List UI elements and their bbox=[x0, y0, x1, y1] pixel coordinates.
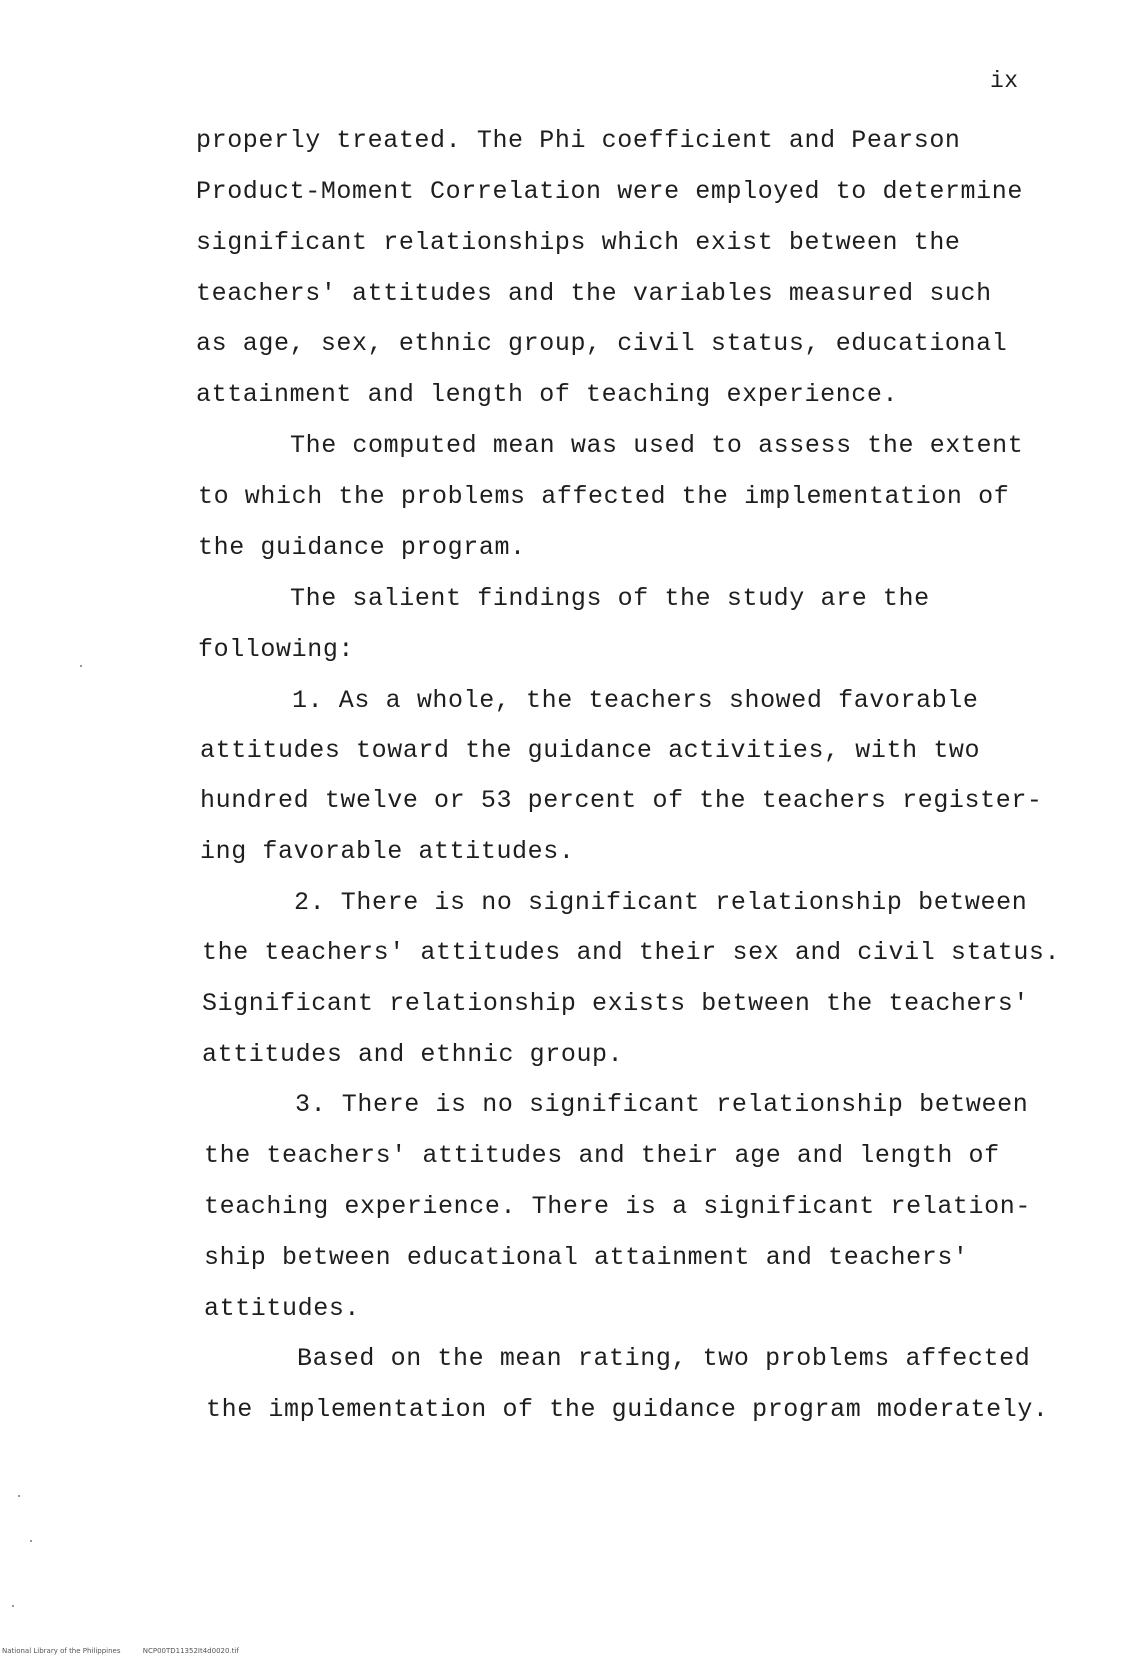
text-line: properly treated. The Phi coefficient and Pearson bbox=[196, 126, 961, 155]
text-line: ship between educational attainment and teachers' bbox=[204, 1243, 969, 1272]
text-line: following: bbox=[198, 635, 355, 664]
text-line: the guidance program. bbox=[198, 533, 526, 562]
page-number: ix bbox=[990, 68, 1019, 94]
text-line: Product-Moment Correlation were employed to determine bbox=[196, 177, 1023, 206]
text-line: attitudes and ethnic group. bbox=[202, 1040, 624, 1069]
text-line: 2. There is no significant relationship between bbox=[294, 888, 1028, 917]
text-line: to which the problems affected the implementation of bbox=[198, 482, 1010, 511]
text-line: ing favorable attitudes. bbox=[200, 837, 575, 866]
text-line: attitudes. bbox=[204, 1294, 361, 1323]
text-line: the teachers' attitudes and their age and length of bbox=[204, 1141, 1000, 1170]
scan-speck bbox=[12, 1605, 14, 1607]
text-line: The salient findings of the study are the bbox=[290, 584, 930, 613]
text-line: significant relationships which exist between the bbox=[196, 228, 961, 257]
text-line: the implementation of the guidance program moderately. bbox=[206, 1395, 1049, 1424]
text-line: the teachers' attitudes and their sex and civil status. bbox=[202, 938, 1061, 967]
text-line: Significant relationship exists between the teachers' bbox=[202, 989, 1029, 1018]
scan-speck bbox=[30, 1540, 32, 1542]
footer-file-id: NCP00TD11352It4d0020.tif bbox=[142, 1647, 239, 1655]
text-line: attainment and length of teaching experience. bbox=[196, 380, 899, 409]
text-line: 3. There is no significant relationship between bbox=[295, 1090, 1029, 1119]
text-line: teaching experience. There is a significant relation- bbox=[204, 1192, 1031, 1221]
text-line: hundred twelve or 53 percent of the teachers register- bbox=[200, 786, 1043, 815]
footer-source: National Library of the Philippines bbox=[2, 1647, 121, 1655]
scan-footer bbox=[2, 1647, 239, 1655]
text-line: The computed mean was used to assess the extent bbox=[290, 431, 1024, 460]
text-line: attitudes toward the guidance activities, with two bbox=[200, 736, 981, 765]
scan-speck bbox=[80, 665, 82, 667]
text-line: 1. As a whole, the teachers showed favorable bbox=[292, 686, 979, 715]
text-line: as age, sex, ethnic group, civil status, educational bbox=[196, 329, 1008, 358]
scan-speck bbox=[18, 1495, 20, 1497]
text-line: teachers' attitudes and the variables measured such bbox=[196, 279, 992, 308]
text-line: Based on the mean rating, two problems affected bbox=[297, 1344, 1031, 1373]
